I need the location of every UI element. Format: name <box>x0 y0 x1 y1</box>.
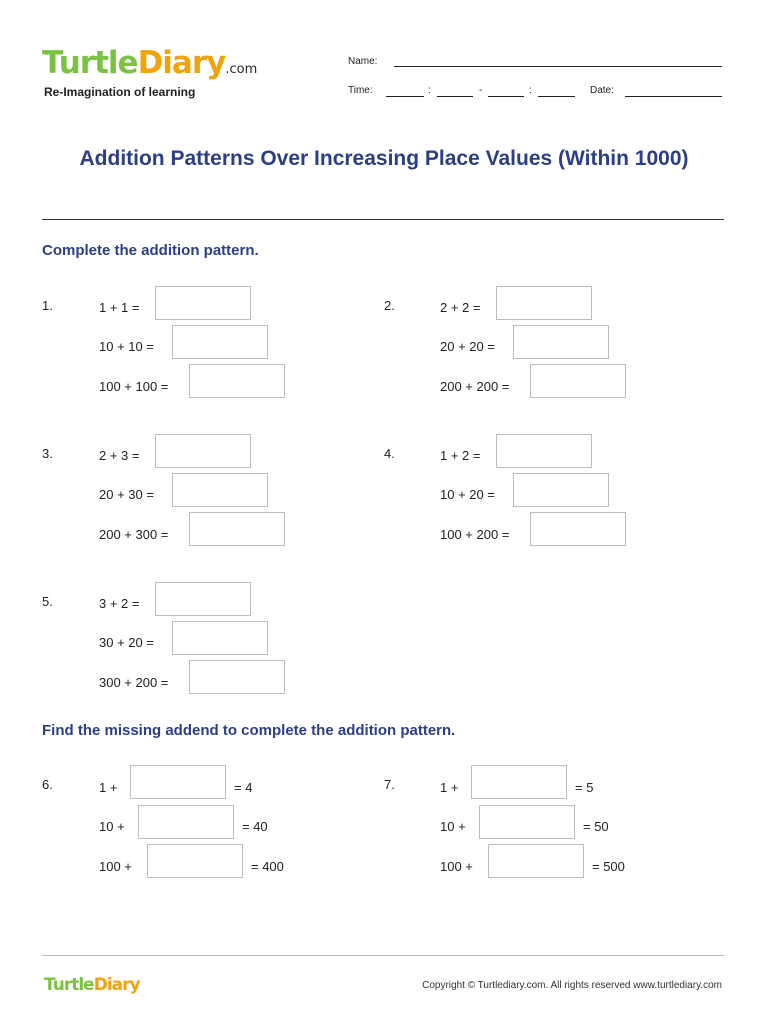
page-title: Addition Patterns Over Increasing Place Values (Within 1000) <box>79 147 689 170</box>
footer-logo <box>44 975 140 995</box>
missing-addend-box[interactable] <box>147 844 243 878</box>
time-separator: : <box>428 85 431 96</box>
expression: 20 + 30 = <box>99 487 154 502</box>
answer-box[interactable] <box>496 286 592 320</box>
answer-box[interactable] <box>513 473 609 507</box>
expression: 2 + 3 = <box>99 448 140 463</box>
problem-number: 2. <box>384 298 395 313</box>
time-label: Time: <box>348 85 373 96</box>
expression-right: = 400 <box>251 859 284 874</box>
expression-left: 100 + <box>440 859 473 874</box>
answer-box[interactable] <box>496 434 592 468</box>
section2-heading: Find the missing addend to complete the addition pattern. <box>42 722 456 739</box>
problem-number: 4. <box>384 446 395 461</box>
expression: 300 + 200 = <box>99 675 169 690</box>
date-field[interactable] <box>625 96 722 97</box>
expression: 1 + 2 = <box>440 448 481 463</box>
problem-number: 7. <box>384 777 395 792</box>
missing-addend-box[interactable] <box>130 765 226 799</box>
expression-left: 100 + <box>99 859 132 874</box>
title-divider <box>42 219 724 220</box>
answer-box[interactable] <box>155 434 251 468</box>
answer-box[interactable] <box>155 582 251 616</box>
answer-box[interactable] <box>530 364 626 398</box>
expression-right: = 50 <box>583 819 609 834</box>
expression-left: 1 + <box>440 780 459 795</box>
expression-right: = 5 <box>575 780 594 795</box>
time-separator-2: : <box>529 85 532 96</box>
name-field[interactable] <box>394 66 722 67</box>
time-hours-field[interactable] <box>386 96 424 97</box>
time-end-hours-field[interactable] <box>488 96 524 97</box>
expression-right: = 40 <box>242 819 268 834</box>
problem-number: 3. <box>42 446 53 461</box>
tagline: Re-Imagination of learning <box>44 85 196 99</box>
section1-heading: Complete the addition pattern. <box>42 242 259 259</box>
expression: 1 + 1 = <box>99 300 140 315</box>
expression-left: 10 + <box>440 819 466 834</box>
expression-right: = 500 <box>592 859 625 874</box>
footer-logo-turtle: Turtle <box>44 975 94 995</box>
answer-box[interactable] <box>172 473 268 507</box>
footer-divider <box>42 955 724 956</box>
answer-box[interactable] <box>189 364 285 398</box>
time-dash: - <box>479 85 483 96</box>
expression: 30 + 20 = <box>99 635 154 650</box>
logo-turtle: Turtle <box>42 45 138 81</box>
missing-addend-box[interactable] <box>488 844 584 878</box>
answer-box[interactable] <box>189 660 285 694</box>
expression-right: = 4 <box>234 780 253 795</box>
missing-addend-box[interactable] <box>471 765 567 799</box>
expression: 10 + 10 = <box>99 339 154 354</box>
logo-diary: Diary <box>137 45 226 81</box>
problem-number: 1. <box>42 298 53 313</box>
expression: 100 + 100 = <box>99 379 169 394</box>
answer-box[interactable] <box>172 621 268 655</box>
expression-left: 10 + <box>99 819 125 834</box>
expression: 10 + 20 = <box>440 487 495 502</box>
expression: 100 + 200 = <box>440 527 510 542</box>
name-label: Name: <box>348 56 378 67</box>
expression-left: 1 + <box>99 780 118 795</box>
logo-dotcom: .com <box>225 62 258 77</box>
problem-number: 6. <box>42 777 53 792</box>
time-end-minutes-field[interactable] <box>538 96 575 97</box>
missing-addend-box[interactable] <box>479 805 575 839</box>
expression: 200 + 200 = <box>440 379 510 394</box>
expression: 3 + 2 = <box>99 596 140 611</box>
answer-box[interactable] <box>189 512 285 546</box>
answer-box[interactable] <box>530 512 626 546</box>
problem-number: 5. <box>42 594 53 609</box>
answer-box[interactable] <box>155 286 251 320</box>
expression: 20 + 20 = <box>440 339 495 354</box>
answer-box[interactable] <box>172 325 268 359</box>
date-label: Date: <box>590 85 614 96</box>
answer-box[interactable] <box>513 325 609 359</box>
expression: 2 + 2 = <box>440 300 481 315</box>
copyright-text: Copyright © Turtlediary.com. All rights reserved www.turtlediary.com <box>422 980 722 991</box>
expression: 200 + 300 = <box>99 527 169 542</box>
time-minutes-field[interactable] <box>437 96 473 97</box>
missing-addend-box[interactable] <box>138 805 234 839</box>
footer-logo-diary: Diary <box>93 975 140 995</box>
